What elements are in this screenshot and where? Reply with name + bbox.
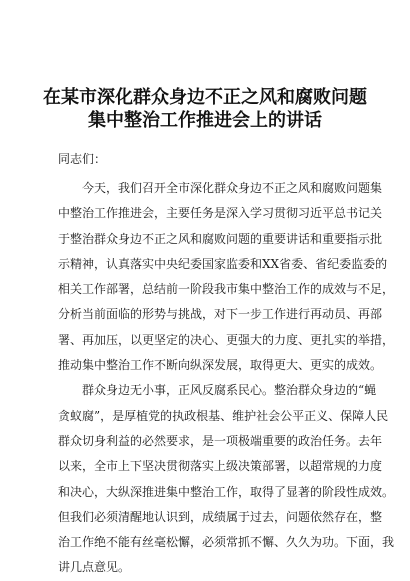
paragraph-line: 群众身边无小事，正风反腐系民心。整治群众身边的“蝇 <box>82 383 377 398</box>
paragraph-line: 但我们必须清醒地认识到，成绩属于过去，问题依然存在，整 <box>58 509 383 524</box>
paragraph-line: 群众切身利益的必然要求，是一项极端重要的政治任务。去年 <box>58 433 383 448</box>
paragraph-line: 于整治群众身边不正之风和腐败问题的重要讲话和重要指示批 <box>58 231 383 246</box>
document-body <box>58 150 395 581</box>
document-title-line-1: 在某市深化群众身边不正之风和腐败问题 <box>43 87 367 108</box>
paragraph-2 <box>58 378 395 580</box>
paragraph-line: 署、再加压，以更坚定的决心、更强大的力度、更扎实的举措， <box>58 332 395 347</box>
salutation: 同志们： <box>58 152 107 166</box>
paragraph-line: 和决心，大纵深推进集中整治工作，取得了显著的阶段性成效。 <box>58 484 395 499</box>
paragraph-line: 分析当前面临的形势与挑战，对下一步工作进行再动员、再部 <box>58 307 383 322</box>
paragraph-line: 示精神，认真落实中央纪委国家监委和XX省委、省纪委监委的 <box>58 256 388 271</box>
document-title-line-2: 集中整治工作推进会上的讲话 <box>88 110 322 131</box>
paragraph-line: 中整治工作推进会，主要任务是深入学习贯彻习近平总书记关 <box>58 206 383 221</box>
paragraph-line: 推动集中整治工作不断向纵深发展，取得更大、更实的成效。 <box>58 358 383 373</box>
paragraph-line: 讲几点意见。 <box>58 560 131 575</box>
paragraph-line: 相关工作部署，总结前一阶段我市集中整治工作的成效与不足， <box>58 282 395 297</box>
paragraph-line: 治工作绝不能有丝毫松懈，必须常抓不懈、久久为功。下面，我 <box>58 535 395 550</box>
paragraph-line: 以来，全市上下坚决贯彻落实上级决策部署，以超常规的力度 <box>58 459 383 474</box>
paragraph-line: 贪蚁腐”，是厚植党的执政根基、维护社会公平正义、保障人民 <box>58 408 389 423</box>
paragraph-1 <box>58 176 395 378</box>
paragraph-line: 今天，我们召开全市深化群众身边不正之风和腐败问题集 <box>82 181 383 195</box>
